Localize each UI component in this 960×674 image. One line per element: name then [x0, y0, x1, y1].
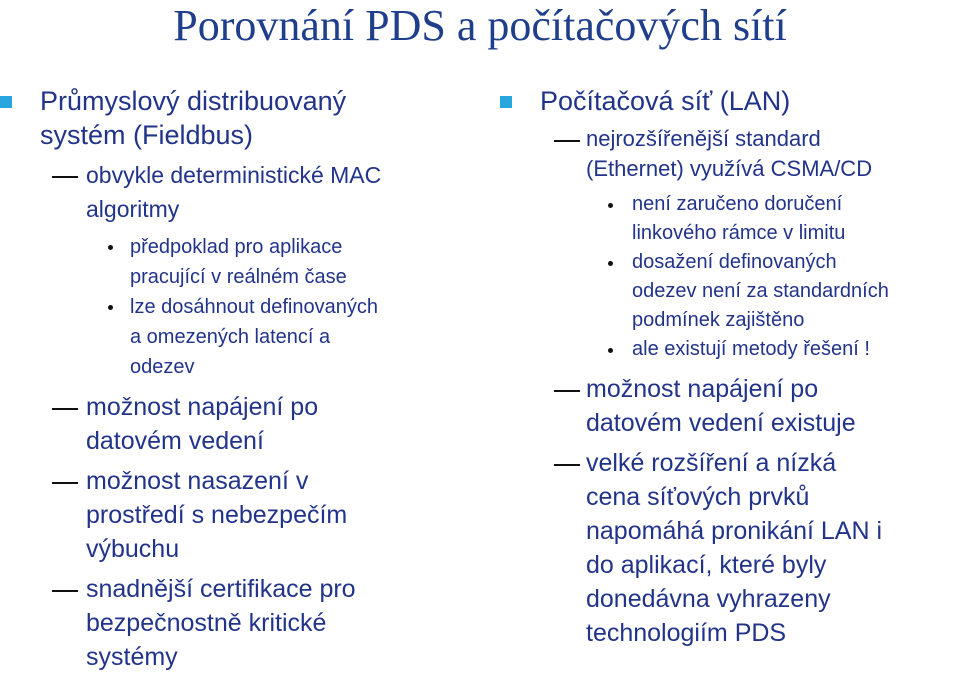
left-point-mac: obvykle deterministické MAC algoritmy	[0, 158, 480, 226]
left-column	[0, 84, 480, 674]
dash-bullet-icon	[554, 390, 580, 392]
right-bullet-methods: ale existují metody řešení !	[478, 335, 960, 364]
left-point-power: možnost napájení po datovém vedení	[0, 390, 480, 458]
square-bullet-icon	[500, 96, 512, 108]
dash-bullet-icon	[52, 176, 78, 178]
dot-bullet-icon	[608, 348, 613, 353]
right-bullet-delivery: není zaručeno doručení linkového rámce v limitu	[478, 190, 960, 248]
left-bullet-realtime: předpoklad pro aplikace pracující v reálném čase	[0, 232, 480, 292]
left-bullet-latency: lze dosáhnout definovaných a omezených latencí a odezev	[0, 292, 480, 382]
right-column	[478, 84, 960, 650]
right-point-power: možnost napájení po datovém vedení existuje	[478, 372, 960, 440]
dot-bullet-icon	[108, 245, 113, 250]
dash-bullet-icon	[52, 590, 78, 592]
dash-bullet-icon	[52, 482, 78, 484]
dash-bullet-icon	[554, 140, 580, 142]
square-bullet-icon	[0, 96, 12, 108]
dot-bullet-icon	[608, 203, 613, 208]
right-bullet-response: dosažení definovaných odezev není za standardních podmínek zajištěno	[478, 248, 960, 335]
right-point-spread: velké rozšíření a nízká cena síťových prvků napomáhá pronikání LAN i do aplikací, které byly donedávna vyhrazeny technologiím PDS	[478, 446, 960, 650]
left-point-explosion: možnost nasazení v prostředí s nebezpečím výbuchu	[0, 464, 480, 566]
dot-bullet-icon	[608, 261, 613, 266]
right-point-ethernet: nejrozšířenější standard (Ethernet) využívá CSMA/CD	[478, 124, 960, 184]
dash-bullet-icon	[554, 464, 580, 466]
left-point-certification: snadnější certifikace pro bezpečnostně kritické systémy	[0, 572, 480, 674]
dot-bullet-icon	[108, 305, 113, 310]
right-heading: Počítačová síť (LAN)	[478, 84, 960, 118]
left-heading: Průmyslový distribuovaný systém (Fieldbus)	[0, 84, 480, 152]
slide-title: Porovnání PDS a počítačových sítí	[173, 1, 787, 50]
dash-bullet-icon	[52, 408, 78, 410]
